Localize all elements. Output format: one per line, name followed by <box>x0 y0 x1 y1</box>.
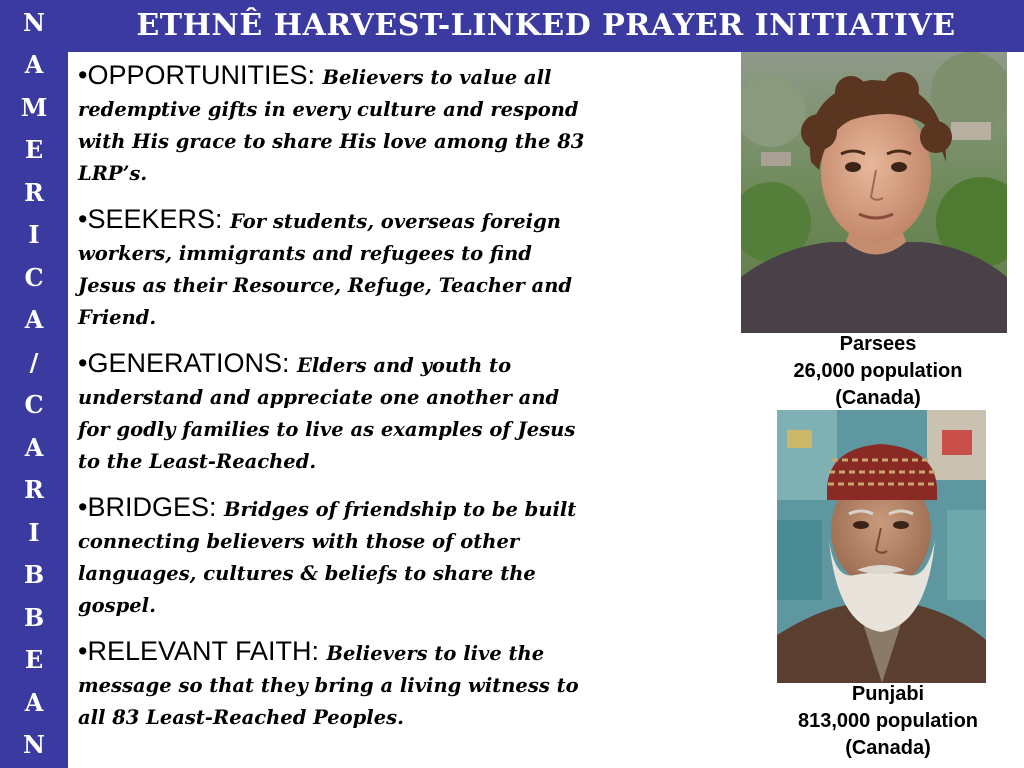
sidebar-letter: R <box>24 177 44 207</box>
sidebar-letter: A <box>24 432 44 462</box>
prayer-point-bridges <box>78 492 590 622</box>
prayer-point-opportunities <box>78 60 590 190</box>
prayer-point-relevant-faith <box>78 636 590 734</box>
sidebar-letter: B <box>23 560 45 590</box>
sidebar-letter: A <box>24 305 44 335</box>
sidebar-letter: N <box>23 729 45 759</box>
prayer-point-label: •SEEKERS: <box>78 204 231 234</box>
prayer-point-label: •RELEVANT FAITH: <box>78 636 327 666</box>
sidebar-letter: E <box>24 645 44 675</box>
people-group-population: 26,000 population <box>793 360 963 382</box>
prayer-point-text: Bridges of friendship to be built connecting believers with those of other languages, cultures & beliefs to share the gospel. <box>78 498 577 617</box>
prayer-point-text: For students, overseas foreign workers, immigrants and refugees to find Jesus as their Resource, Refuge, Teacher and Friend. <box>78 210 573 329</box>
sidebar-letter: A <box>24 50 44 80</box>
sidebar-vertical-text <box>0 8 68 760</box>
sidebar-letter: I <box>28 220 40 250</box>
sidebar-letter: R <box>24 475 44 505</box>
people-group-population: 813,000 population <box>797 710 979 732</box>
prayer-point-label: •OPPORTUNITIES: <box>78 60 323 90</box>
prayer-point-label: •BRIDGES: <box>78 492 224 522</box>
punjabi-caption <box>768 681 1008 762</box>
sidebar-letter: C <box>24 262 44 292</box>
parsee-man-photo <box>741 52 1007 333</box>
people-group-country: (Canada) <box>845 737 931 759</box>
sidebar-banner <box>0 0 68 768</box>
prayer-point-generations <box>78 348 590 478</box>
sidebar-letter: B <box>23 602 45 632</box>
sidebar-letter: C <box>24 390 44 420</box>
sidebar-letter: / <box>29 347 39 377</box>
page-title: ETHNÊ HARVEST-LINKED PRAYER INITIATIVE <box>136 8 956 43</box>
prayer-point-text: Believers to value all redemptive gifts in every culture and respond with His grace to share His love among the 83 LRP’s. <box>78 66 585 185</box>
prayer-point-text: Elders and youth to understand and appreciate one another and for godly families to live as examples of Jesus to the Least-Reached. <box>78 354 576 473</box>
sidebar-letter: I <box>28 517 40 547</box>
prayer-points <box>78 60 590 748</box>
prayer-point-label: •GENERATIONS: <box>78 348 297 378</box>
sidebar-letter: N <box>23 8 45 37</box>
parsee-caption <box>758 331 998 412</box>
prayer-point-text: Believers to live the message so that they bring a living witness to all 83 Least-Reached Peoples. <box>78 642 579 729</box>
people-group-name: Parsees <box>839 333 917 355</box>
people-group-name: Punjabi <box>851 683 925 705</box>
people-group-country: (Canada) <box>835 387 921 409</box>
punjabi-man-photo <box>777 410 986 683</box>
sidebar-letter: E <box>24 135 44 165</box>
sidebar-letter: A <box>24 687 44 717</box>
title-banner <box>68 0 1024 52</box>
sidebar-letter: M <box>20 92 48 122</box>
prayer-point-seekers <box>78 204 590 334</box>
